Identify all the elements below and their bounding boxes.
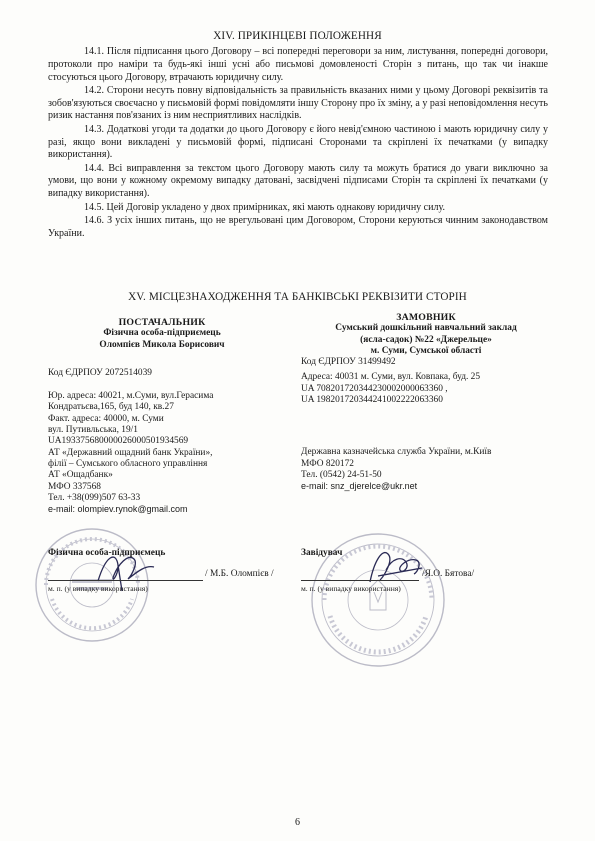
supplier-iban: UA193375680000026000501934569 [48, 436, 189, 447]
customer-edrpou: Код ЄДРПОУ 31499492 [301, 357, 396, 368]
supplier-bank-1: АТ «Державний ощадний банк України», [48, 447, 213, 458]
supplier-email: e-mail: olompiev.rynok@gmail.com [48, 504, 188, 515]
customer-name-2: (ясла-садок) №22 «Джерельце» [360, 334, 492, 345]
supplier-type: Фізична особа-підприємець [103, 328, 221, 339]
supplier-bank-3: АТ «Ощадбанк» [48, 470, 113, 481]
customer-sign-role: Завідувач [301, 548, 343, 558]
supplier-actual-address-2: вул. Путивльська, 19/1 [48, 425, 138, 436]
customer-block [301, 312, 551, 493]
customer-signature-line [301, 580, 419, 581]
page-number: 6 [295, 817, 300, 828]
supplier-edrpou: Код ЄДРПОУ 2072514039 [48, 367, 152, 378]
clause-14-6: 14.6. З усіх інших питань, що не врегульовані цим Договором, Сторони керуються чинним законодавством України. [48, 214, 548, 239]
customer-sign-name: /Я.О. Бятова/ [422, 569, 475, 579]
customer-email: e-mail: snz_djerelce@ukr.net [301, 481, 418, 492]
customer-name-1: Сумський дошкільний навчальний заклад [335, 323, 517, 334]
supplier-sign-name: / М.Б. Оломпієв / [205, 569, 274, 579]
clause-14-4: 14.4. Всі виправлення за текстом цього Договору мають силу та можуть братися до уваги виключно за умови, що вони у кожному окремому випадку датовані, засвідчені підписами Сторін та скріплені їх печатками (у випадку використання). [48, 162, 548, 200]
clause-14-1: 14.1. Після підписання цього Договору – всі попередні переговори за ним, листування, попередні договори, протоколи про наміри та будь-які інші усні або письмові домовленості Сторін з питань, що так чи інакше стосуються цього Договору, втрачають юридичну силу. [48, 46, 548, 83]
supplier-phone: Тел. +38(099)507 63-33 [48, 492, 141, 503]
customer-treasury: Державна казначейська служба України, м.Київ [301, 447, 492, 458]
supplier-name: Оломпієв Микола Борисович [99, 339, 225, 350]
customer-iban-2: UA 198201720344241002222063360 [301, 395, 443, 406]
section-14-clauses [48, 46, 548, 241]
supplier-legal-address-1: Юр. адреса: 40021, м.Суми, вул.Герасима [48, 391, 214, 402]
section-15-title: XV. МІСЦЕЗНАХОДЖЕННЯ ТА БАНКІВСЬКІ РЕКВІЗИТИ СТОРІН [128, 291, 467, 303]
supplier-mfo: МФО 337568 [48, 481, 101, 492]
customer-phone: Тел. (0542) 24-51-50 [301, 469, 382, 480]
supplier-stamp-note: м. п. (у випадку використання) [48, 584, 148, 593]
customer-mfo: МФО 820172 [301, 458, 354, 469]
supplier-block [48, 317, 276, 515]
supplier-legal-address-2: Кондратьєва,165, буд 140, кв.27 [48, 402, 174, 413]
customer-address: Адреса: 40031 м. Суми, вул. Ковпака, буд. 25 [301, 372, 481, 383]
customer-role: ЗАМОВНИК [396, 312, 456, 323]
supplier-signature-line [48, 580, 203, 581]
supplier-actual-address-1: Факт. адреса: 40000, м. Суми [48, 413, 164, 424]
supplier-role: ПОСТАЧАЛЬНИК [118, 317, 206, 328]
supplier-bank-2: філії – Сумського обласного управління [48, 458, 208, 469]
customer-name-3: м. Суми, Сумської області [370, 345, 482, 356]
supplier-sign-role: Фізична особа-підприємець [48, 548, 166, 558]
customer-iban-1: UA 708201720344230002000063360 , [301, 383, 448, 394]
clause-14-5: 14.5. Цей Договір укладено у двох примірниках, які мають однакову юридичну силу. [84, 201, 445, 213]
section-14-title: XIV. ПРИКІНЦЕВІ ПОЛОЖЕННЯ [213, 30, 382, 42]
customer-stamp-note: м. п. (у випадку використання) [301, 584, 401, 593]
clause-14-3: 14.3. Додаткові угоди та додатки до цього Договору є його невід'ємною частиною і мають юридичну силу у разі, якщо вони викладені у письмовій формі, підписані Сторонами та скріплені їх печатками (у випадку використання). [48, 123, 548, 161]
clause-14-2: 14.2. Сторони несуть повну відповідальність за правильність вказаних ними у цьому Договорі реквізитів та зобов'язуються своєчасно у письмовій формі повідомляти іншу Сторону про їх зміну, а у разі неповідомлення несуть ризик настання пов'язаних із ним несприятливих наслідків. [48, 84, 548, 122]
